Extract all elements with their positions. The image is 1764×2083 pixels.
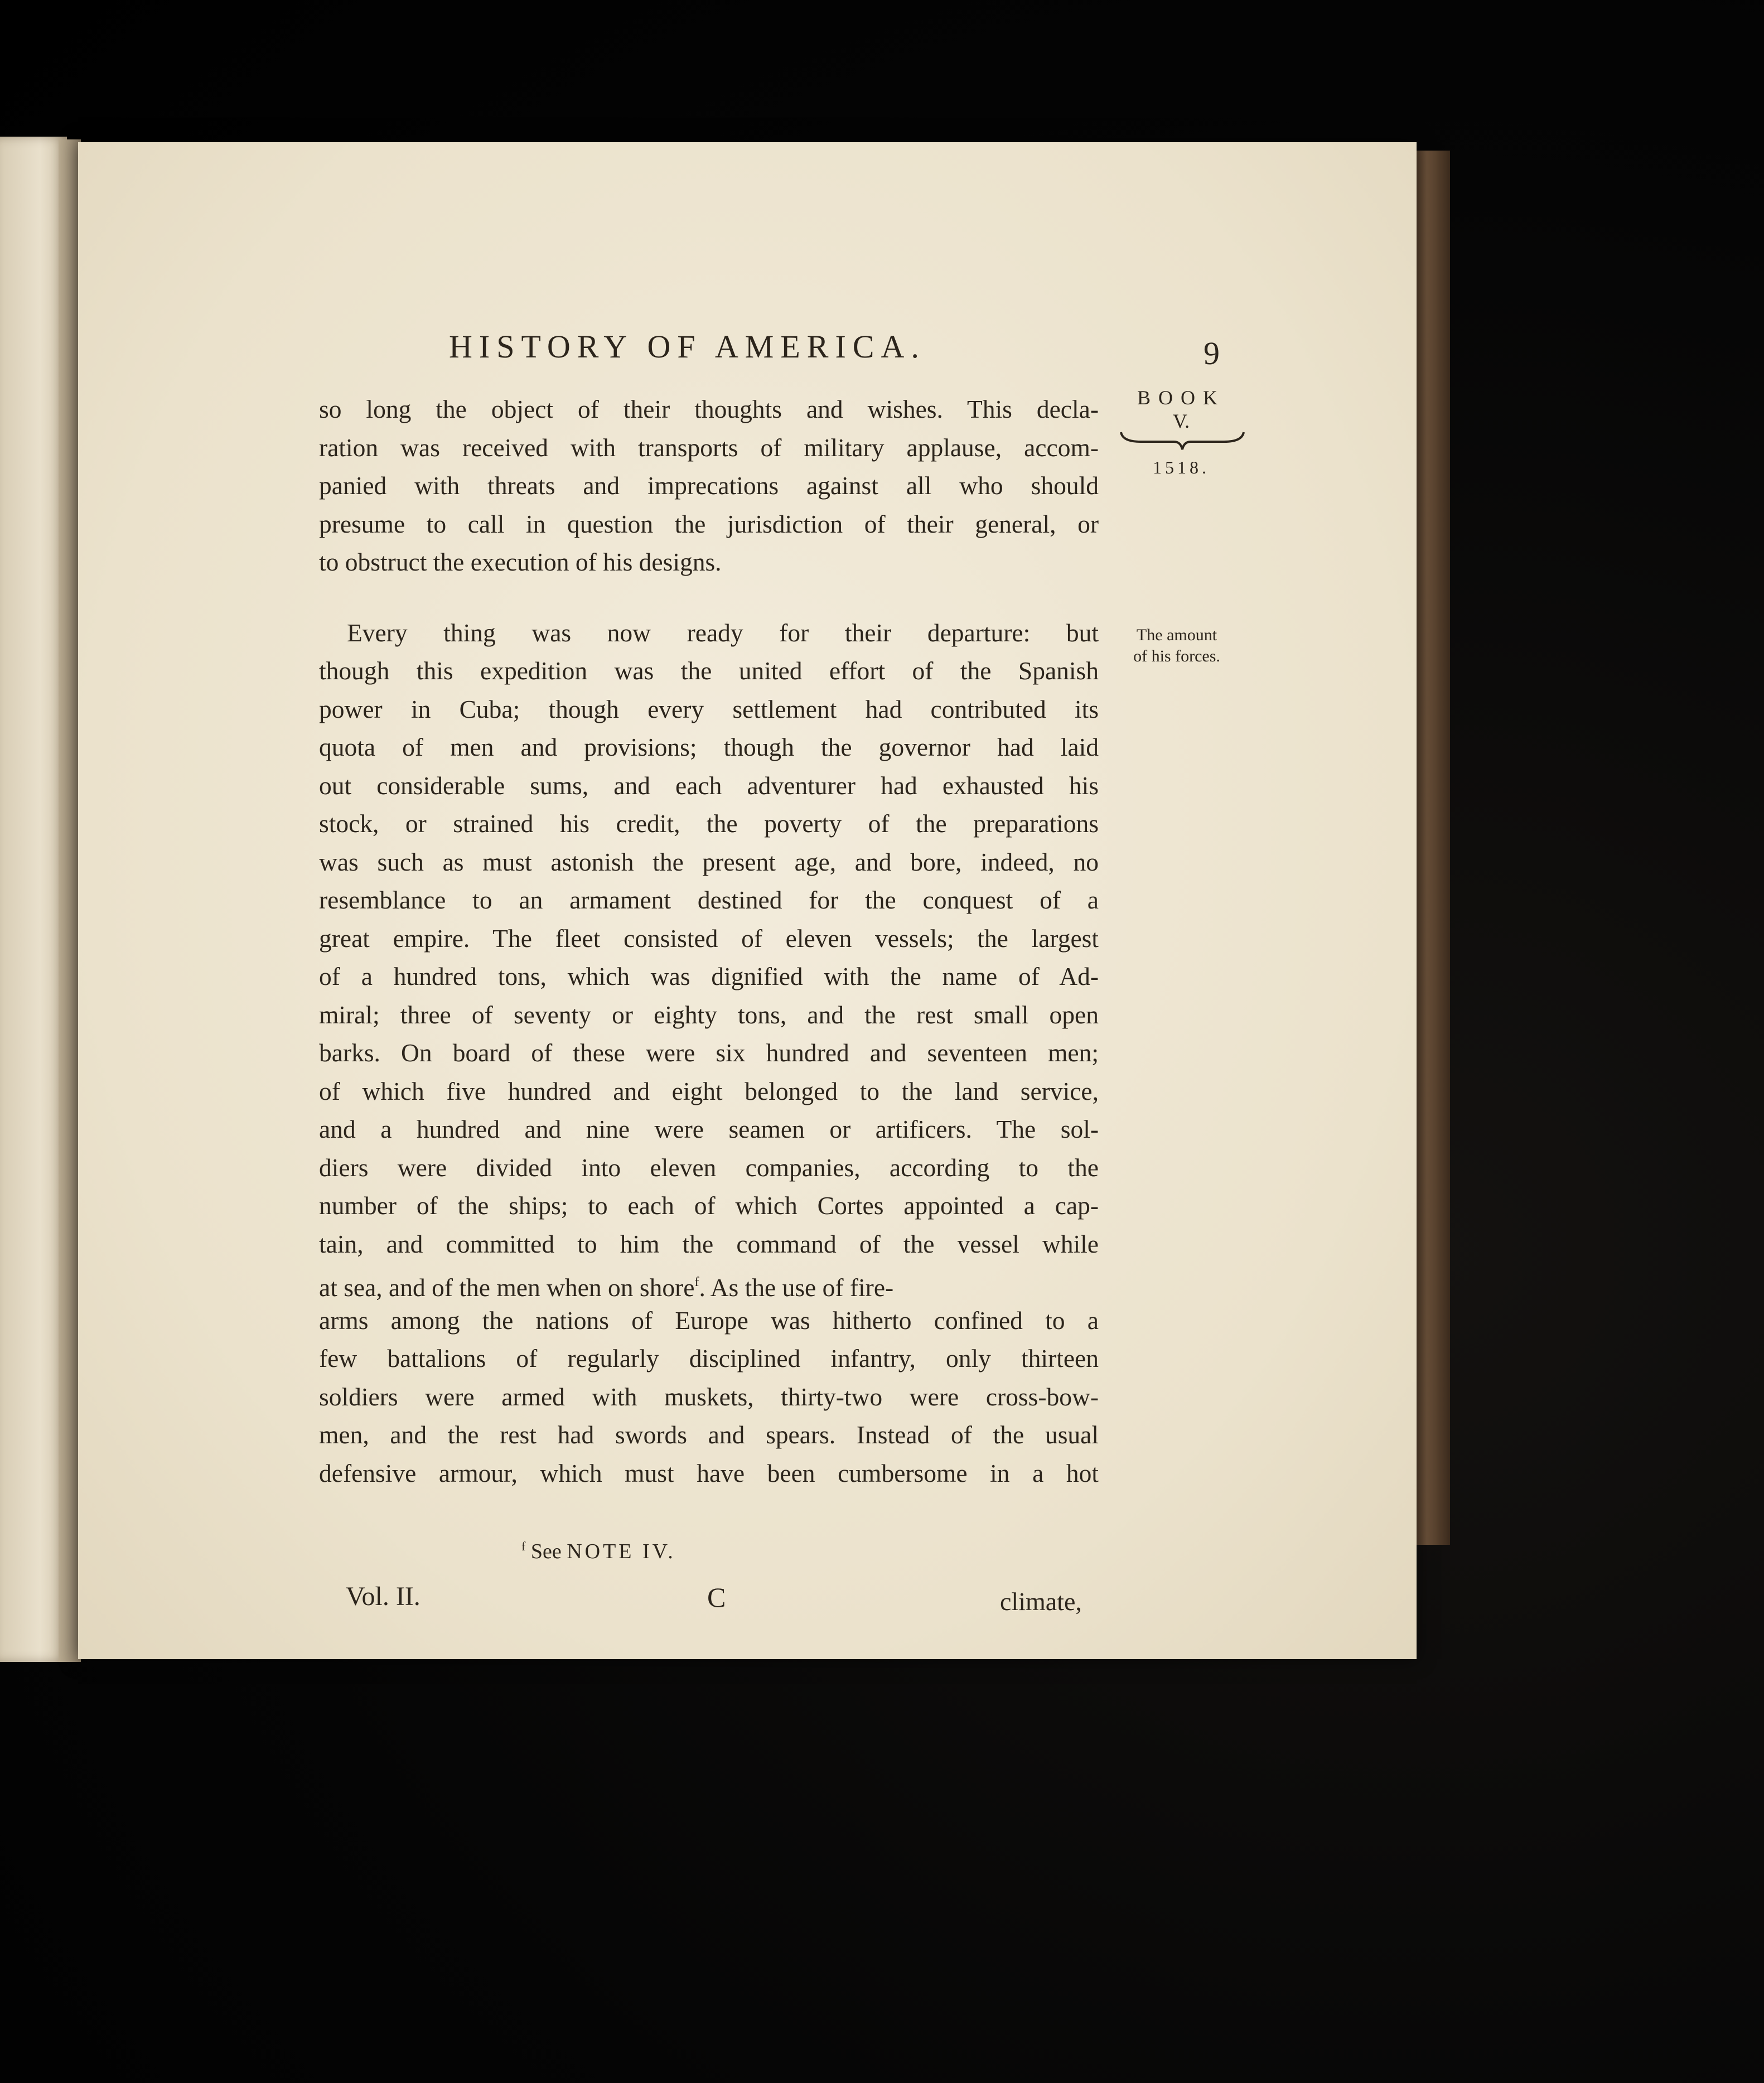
text-line: ration was received with transports of military applause, accom- — [319, 433, 1099, 462]
text-line: resemblance to an armament destined for the conquest of a — [319, 886, 1099, 914]
text-line: out considerable sums, and each adventurer had exhausted his — [319, 771, 1099, 800]
text-line-fragment: at sea, and of the men when on shore — [319, 1273, 695, 1302]
book-cover-edge — [1411, 151, 1450, 1545]
text-line: few battalions of regularly disciplined infantry, only thirteen — [319, 1344, 1099, 1372]
text-line: miral; three of seventy or eighty tons, and the rest small open — [319, 1000, 1099, 1029]
marginal-note-line-1: The amount — [1136, 626, 1217, 644]
text-line: panied with threats and imprecations against all who should — [319, 471, 1099, 500]
body-text — [319, 390, 1099, 1492]
text-line: stock, or strained his credit, the poverty of the preparations — [319, 809, 1099, 838]
margin-year: 1518. — [1153, 457, 1210, 477]
text-line: number of the ships; to each of which Cortes appointed a cap- — [319, 1191, 1099, 1220]
footnote-ref: NOTE IV. — [567, 1540, 676, 1563]
text-line: diers were divided into eleven companies, according to the — [319, 1153, 1099, 1182]
marginal-note-line-2: of his forces. — [1133, 647, 1220, 665]
margin-book-number: V. — [1172, 410, 1190, 432]
text-line: quota of men and provisions; though the governor had laid — [319, 733, 1099, 761]
facing-page-edge — [0, 137, 67, 1662]
text-line: barks. On board of these were six hundred and seventeen men; — [319, 1038, 1099, 1067]
text-line: arms among the nations of Europe was hitherto confined to a — [319, 1306, 1099, 1335]
footnote-mark: f — [521, 1539, 526, 1553]
marginal-note — [1113, 625, 1241, 667]
text-line: defensive armour, which must have been cumbersome in a hot — [319, 1458, 1099, 1487]
text-line-part — [319, 1263, 893, 1302]
footnote-see: See — [530, 1540, 562, 1563]
page-number: 9 — [1204, 335, 1220, 371]
footnote — [521, 1539, 676, 1564]
gathering-signature: C — [707, 1582, 726, 1613]
text-line: of a hundred tons, which was dignified with the name of Ad- — [319, 962, 1099, 990]
text-line: great empire. The fleet consisted of eleven vessels; the largest — [319, 924, 1099, 953]
text-line: power in Cuba; though every settlement had contributed its — [319, 694, 1099, 723]
text-line: and a hundred and nine were seamen or artificers. The sol- — [319, 1115, 1099, 1143]
running-head: HISTORY OF AMERICA. — [449, 328, 926, 365]
paragraph-break — [319, 582, 1099, 614]
text-line: was such as must astonish the present age, and bore, indeed, no — [319, 847, 1099, 876]
catchword: climate, — [1000, 1587, 1082, 1616]
text-line-with-note — [319, 1263, 1099, 1302]
text-line: presume to call in question the jurisdiction of their general, or — [319, 509, 1099, 538]
text-line: though this expedition was the united effort of the Spanish — [319, 656, 1099, 685]
text-line: men, and the rest had swords and spears. Instead of the usual — [319, 1420, 1099, 1449]
book-gutter — [59, 139, 81, 1662]
text-line: to obstruct the execution of his designs. — [319, 548, 722, 576]
text-line-fragment: . As the use of fire- — [699, 1273, 894, 1302]
margin-book-label: BOOK — [1137, 386, 1225, 409]
text-line: soldiers were armed with muskets, thirty-two were cross-bow- — [319, 1382, 1099, 1411]
text-line: so long the object of their thoughts and wishes. This decla- — [319, 395, 1099, 423]
text-line: tain, and committed to him the command of the vessel while — [319, 1229, 1099, 1258]
brace-ornament — [1118, 429, 1246, 452]
text-line: of which five hundred and eight belonged to the land service, — [319, 1076, 1099, 1105]
text-line: Every thing was now ready for their departure: but — [347, 618, 1099, 647]
volume-signature: Vol. II. — [346, 1582, 421, 1611]
footnote-reference: f — [694, 1275, 699, 1289]
